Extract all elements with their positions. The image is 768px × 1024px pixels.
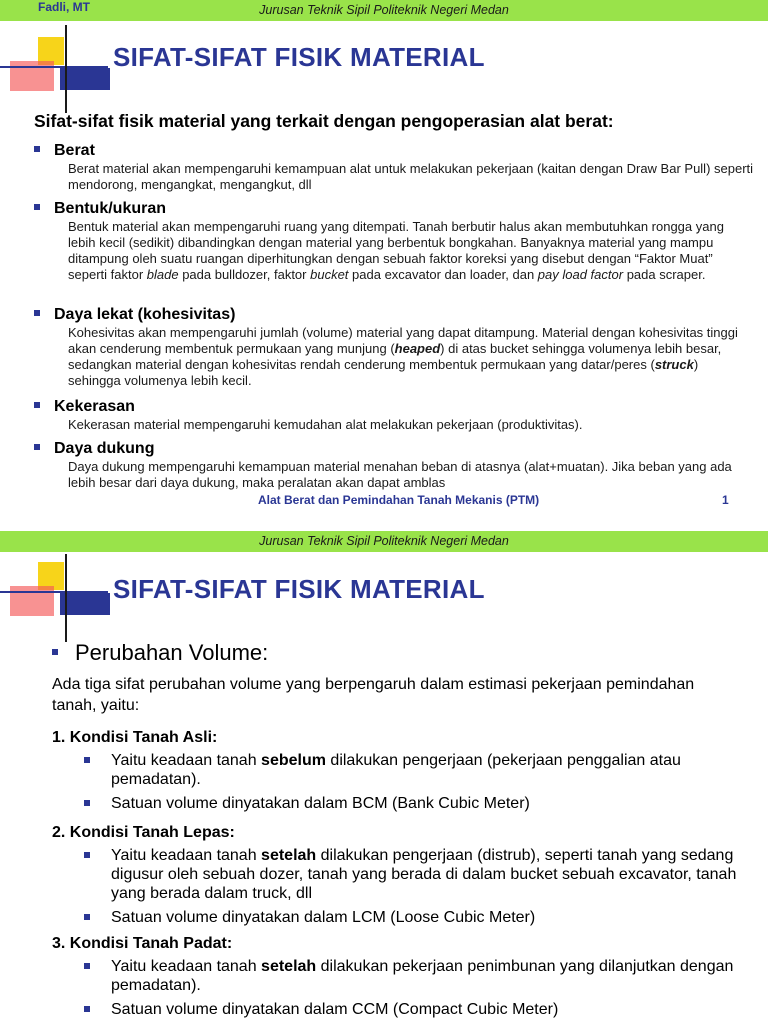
bullet-icon [34, 310, 40, 316]
section-heading: Daya lekat (kohesivitas) [54, 306, 236, 323]
section-heading: Bentuk/ukuran [54, 200, 167, 217]
section-daya-lekat [34, 305, 754, 389]
bullet-icon [84, 800, 90, 806]
section-body: Daya dukung mempengaruhi kemampuan material menahan beban di atasnya (alat+muatan). Jika beban yang ada lebih besar dari daya dukung, maka peralatan akan dapat amblas [68, 459, 732, 490]
list-item: Yaitu keadaan tanah setelah dilakukan pengerjaan (distrub), seperti tanah yang sedang digusur oleh sebuah dozer, tanah yang berada di dalam bucket sebuah excavator, tanah yang berada dalam truck, dll [84, 846, 744, 903]
footer-page-number: 1 [722, 493, 729, 507]
bullet-icon [84, 757, 90, 763]
slide-header: Jurusan Teknik Sipil Politeknik Negeri Medan [0, 531, 768, 552]
slide-2 [0, 512, 768, 1024]
list-item: Yaitu keadaan tanah sebelum dilakukan pengerjaan (pekerjaan penggalian atau pemadatan). [84, 751, 744, 789]
list-item: Satuan volume dinyatakan dalam CCM (Compact Cubic Meter) [84, 1000, 744, 1019]
list-item: Yaitu keadaan tanah setelah dilakukan pekerjaan penimbunan yang dilanjutkan dengan pemadatan). [84, 957, 744, 995]
section-body: Kohesivitas akan mempengaruhi jumlah (volume) material yang dapat ditampung. Material dengan kohesivitas tinggi akan cenderung membentuk permukaan yang munjung (heaped) di atas bucket sehingga volumenya lebih besar, sedangkan material dengan kohesivitas rendah cenderung membentuk permukaan yang datar/peres (struck) sehingga volumenya lebih kecil. [68, 325, 738, 388]
section-daya-dukung [34, 439, 754, 491]
section-berat [34, 141, 754, 193]
corner-decoration-icon [0, 554, 110, 646]
list-item: Satuan volume dinyatakan dalam BCM (Bank Cubic Meter) [84, 794, 744, 813]
condition-heading-3: 3. Kondisi Tanah Padat: [52, 935, 233, 952]
section-body: Berat material akan mempengaruhi kemampuan alat untuk melakukan pekerjaan (kaitan dengan Draw Bar Pull) seperti mendorong, mengangkat, mengangkut, dll [68, 161, 754, 192]
section-heading: Kekerasan [54, 398, 135, 415]
bullet-icon [84, 852, 90, 858]
section-heading: Berat [54, 142, 95, 159]
section-heading-perubahan-volume: Perubahan Volume: [52, 640, 268, 666]
footer-author: Fadli, MT [38, 0, 90, 14]
bullet-icon [34, 204, 40, 210]
bullet-icon [34, 402, 40, 408]
section-body: Bentuk material akan mempengaruhi ruang yang ditempati. Tanah berbutir halus akan membutuhkan rongga yang lebih kecil (sedikit) dibandingkan dengan material yang berbentuk bongkahan. Banyaknya material yang mampu ditampung oleh suatu ruangan diperhitungkan dengan sebuah faktor koreksi yang disebut dengan “Faktor Muat” seperti faktor blade pada bulldozer, faktor bucket pada excavator dan loader, dan pay load factor pada scraper. [68, 219, 724, 282]
bullet-icon [34, 146, 40, 152]
footer-course: Alat Berat dan Pemindahan Tanah Mekanis (PTM) [258, 493, 540, 507]
slide-subtitle: Sifat-sifat fisik material yang terkait dengan pengoperasian alat berat: [34, 111, 614, 131]
section-heading: Daya dukung [54, 440, 155, 457]
list-item: Satuan volume dinyatakan dalam LCM (Loose Cubic Meter) [84, 908, 744, 927]
slide-title: SIFAT-SIFAT FISIK MATERIAL [113, 574, 485, 604]
slide-title: SIFAT-SIFAT FISIK MATERIAL [113, 42, 485, 72]
section-body: Kekerasan material mempengaruhi kemudahan alat melakukan pekerjaan (produktivitas). [68, 417, 583, 432]
bullet-icon [84, 963, 90, 969]
section-bentuk-ukuran [34, 199, 754, 283]
corner-decoration-icon [0, 21, 110, 113]
condition-heading-1: 1. Kondisi Tanah Asli: [52, 729, 218, 746]
section-kekerasan [34, 397, 754, 433]
slide-header: Jurusan Teknik Sipil Politeknik Negeri Medan [0, 0, 768, 21]
condition-heading-2: 2. Kondisi Tanah Lepas: [52, 824, 235, 841]
bullet-icon [84, 914, 90, 920]
bullet-icon [52, 649, 58, 655]
intro-paragraph: Ada tiga sifat perubahan volume yang berpengaruh dalam estimasi pekerjaan pemindahan tanah, yaitu: [52, 676, 695, 714]
bullet-icon [84, 1006, 90, 1012]
bullet-icon [34, 444, 40, 450]
